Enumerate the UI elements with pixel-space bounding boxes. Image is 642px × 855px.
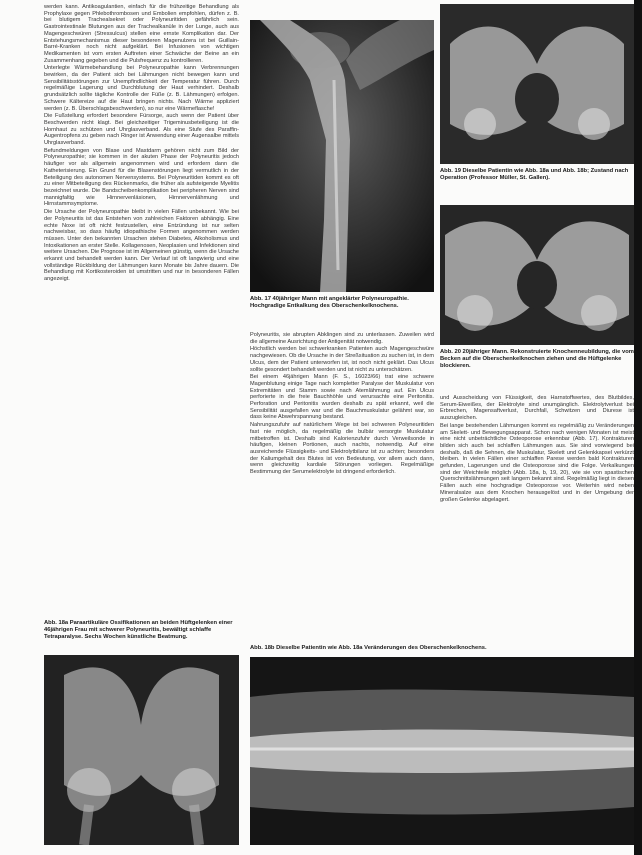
paragraph: werden kann. Antikoagulantien, einfach für die frühzeitige Behandlung als Prophylaxe gegen Phlebothrombosen und Embolien empfohlen, dürfen z. B. bei blutigem Trachealsekret oder Polyneuritiden gefährlich sein. Gastrointestinale Blutungen aus der Trachealkanüle in der Lunge, auch aus Magengeschwüren (Stressulcus) stellen eine ernste Komplikation dar. Der Entstehungsmechanismus dieser besonderen Magenulzera ist bei Guillain-Barré-Kranken noch nicht aufgeklärt. Bei Infusionen von wichtigen Medikamenten ist vom ersten Auftreten einer Schwäche der Beine an ein Zusammenhang gegeben und die Pulsfrequenz zu kontrollieren.	[44, 4, 239, 64]
caption-figure-18b: Abb. 18b Dieselbe Patientin wie Abb. 18a Veränderungen des Oberschenkelknochens.	[250, 645, 487, 651]
text-column-left	[44, 4, 239, 612]
figure-18a-xray-pelvis	[44, 655, 239, 845]
paragraph: Bei lange bestehenden Lähmungen kommt es regelmäßig zu Veränderungen am Skelett- und Bewegungsapparat. Schon nach wenigen Monaten ist meist eine nicht unbeträchtliche Osteoporose erkennbar (Abb. 17). Kontrakturen bilden sich auch bei schlaffen Lähmungen aus. Sie sind vorwiegend bei deshalb, daß die Sehnen, die Muskulatur, Skelett und Gelenkkapsel verkürzt bleiben. In vielen Fällen einer schlaffen Parese werden bald Kontrakturen gefunden, Lagerungen und die Osteoporose sind die Folge. Verkalkungen sind der Weichteile möglich (Abb. 18a, b, 19, 20), wie sie von spastischen Querschnittslähmungen seit langem bekannt sind. Regelmäßig liegt in diesen Fällen auch eine hochgradige Osteoporose vor. Weiterhin wird neben Mineralsalze aus dem Knochen herausgelöst und in der Umgebung der großen Gelenke abgelagert.	[440, 422, 634, 503]
caption-figure-17: Abb. 17 40jähriger Mann mit angeklärter Polyneuropathie. Hochgradige Entkalkung des Oberschenkelknochens.	[250, 296, 409, 309]
paragraph: Nahrungszufuhr auf natürlichem Wege ist bei schweren Polyneuritiden fast nie möglich, da regelmäßig die bulbär versorgte Muskulatur mitbetroffen ist. Deshalb sind Kalorienzufuhr durch Verweilsonde in häufigen, kleinen Portionen, auch nachts, notwendig. Auf eine ausreichende Flüssigkeits- und Elektrolytbilanz ist zu achten; besonders der Kaliumgehalt des Blutes ist von Bedeutung, vor allem auch dann, wenn gleichzeitig kardiale Störungen vorliegen. Regelmäßige Bestimmung der Serumelektrolyte ist dringend erforderlich.	[250, 422, 434, 476]
figure-18b-xray-femur	[250, 657, 634, 845]
text-column-right	[440, 395, 634, 622]
figure-17-xray-femur	[250, 20, 434, 292]
caption-figure-19: Abb. 19 Dieselbe Patientin wie Abb. 18a und Abb. 18b; Zustand nach Operation (Professor Müller, St. Gallen).	[440, 168, 629, 181]
paragraph: Die Ursache der Polyneuropathie bleibt in vielen Fällen unbekannt. Wie bei der Polyneuritis ist das Entstehen von zahlreichen Faktoren abhängig. Eine echte Noxe ist oft nicht festzustellen, eine Entzündung ist nur selten nachweisbar, so dass häufig idiopathische Formen angenommen werden müssen. Unter den bekannten Ursachen stehen Diabetes, Alkoholismus und Intoxikationen an erster Stelle. Kollagenosen, Neoplasien und Infektionen sind weitere Ursachen. Die Prognose ist im Allgemeinen günstig, wenn die Ursache erkannt und behandelt werden kann. Der Verlauf ist oft langwierig und eine vollständige Rückbildung der Lähmungen kann Monate bis Jahre dauern. Die Behandlung mit Kortikosteroiden ist umstritten und nur in besonderen Fällen angezeigt.	[44, 209, 239, 283]
paragraph: Befundmeldungen von Blase und Mastdarm gehören nicht zum Bild der Polyneuropathie; sie kommen in der akuten Phase der Polyneuritis jedoch häufiger vor als allgemein angenommen wird und erfordern dann die Katheterisierung. Ein Grund für die Blasenstörungen liegt vermutlich in der Beteiligung des autonomen Nervensystems. Bei Polyneuritiden kommt es oft zu einer Mitbeteiligung des Rückenmarks, die früher als aufsteigende Myelitis bezeichnet wurde. Die Bandscheibenkomplikation bei peripheren Nerven sind mannigfaltig wie Hirnnervenläsionen, Hirnnervenlähmung und Hirnstammsymptome.	[44, 147, 239, 208]
paragraph: Unterlegte Wärmebehandlung bei Polyneuropathie kann Verbrennungen bewirken, da der Patient sich bei Lähmungen nicht bewegen kann und Sensibilitätsstörungen zur Unempfindlichkeit der Temperatur führen. Durch regelmäßige Lagerung und Durchblutung der Haut verhindert. Deshalb grundsätzlich sollte tägliche Kontrolle der Füße (z. B. Lähmungen) erfolgen. Schwere Kältereize auf die Haut bringen nichts. Nach Wärme appliziert werden (z. B. Überschlagsbeschwerden), so nur eine Wärmeflasche!	[44, 65, 239, 112]
paragraph: Höchstlich werden bei schwerkranken Patienten auch Magengeschwüre nachgewiesen. Ob die Ursache in der Streßsituation zu suchen ist, in dem Ulcus, dem der Patient unterworfen ist, ist noch nicht geklärt. Das Ulcus sollte gesondert behandelt werden und ist nicht zu unterschätzen.	[250, 346, 434, 373]
paragraph: Die Fußstellung erfordert besondere Fürsorge, auch wenn der Patient über Beschwerden nicht klagt. Bei gleichzeitiger Trigeminusbeteiligung ist die Hornhaut zu schützen und Uhrglasverband. Als eine Stufe des Paraffin-Augentropfens zu geben nach Ringer ist Anwendung einer Augensalbe mittels Uhrglasverband.	[44, 113, 239, 147]
figure-19-xray-pelvis	[440, 4, 634, 164]
caption-figure-20: Abb. 20 20jähriger Mann. Rekonstruierte Knochenneubildung, die vom Becken auf die Oberschenkelknochen ziehen und die Hüftgelenke blockieren.	[440, 349, 634, 369]
paragraph: und Ausscheidung von Flüssigkeit, des Harnstoffwertes, des Blutbildes, Serum-Eiweißes, der Elektrolyte sind unumgänglich. Elektrolytverlust bei Erbrechen, Magensaftverlust, Durchfall, Schwitzen und Diurese ist auszugleichen.	[440, 395, 634, 422]
caption-figure-18a: Abb. 18a Paraartikuläre Ossifikationen an beiden Hüftgelenken einer 46jährigen Frau mit schwerer Polyneuritis, bewältigt schlaffe Tetraparalyse. Sechs Wochen künstliche Beatmung.	[44, 620, 233, 640]
text-column-middle	[250, 332, 434, 622]
paragraph: Polyneuritis, sie abrupten Abklingen sind zu unterlassen. Zuweilen wird die allgemeine Ausrichtung der Antigenität notwendig.	[250, 332, 434, 345]
paragraph: Bei einem 46jährigen Mann (F. S., 16023/66) trat eine schwere Magenblutung einige Tage nach kompletter Paralyse der Muskulatur von Extremitäten und Stamm sowie nach Atemlähmung auf. Ein Ulcus perforierte in die freie Bauchhöhle und verursachte eine Peritonitis. Perforation und Peritonitis wurden deshalb zu spät erkannt, weil die Sensibilität ausgefallen war und die Bauchmuskulatur gelähmt war, so dass keine Abwehrspannung bestand.	[250, 374, 434, 421]
figure-20-xray-pelvis	[440, 205, 634, 345]
page-edge-shadow	[634, 0, 642, 855]
